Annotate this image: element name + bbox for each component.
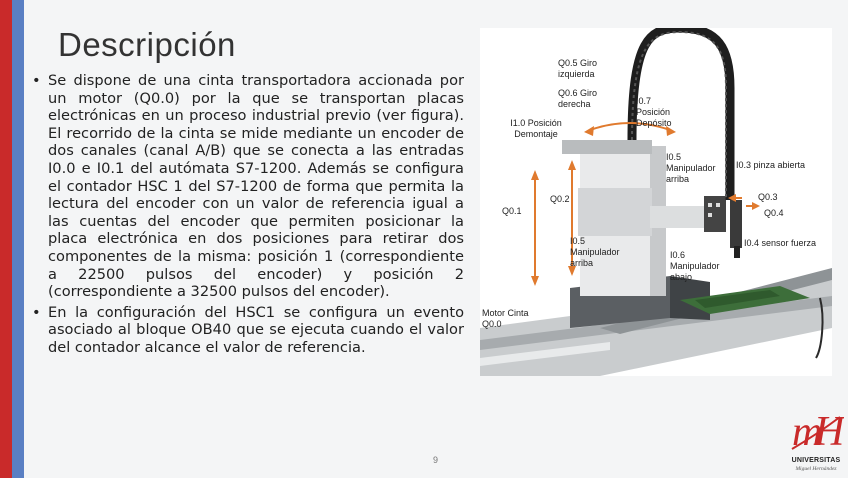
- umh-logo-icon: [788, 405, 844, 455]
- svg-text:m: m: [792, 409, 823, 455]
- label-i04-sensor-fuerza: I0.4 sensor fuerza: [744, 238, 817, 248]
- bullet-paragraph-1: • Se dispone de una cinta transportadora accionada por un motor (Q0.0) por la que se transportan placas electrónicas en un proceso industrial previo (ver figura). El recorrido de la cinta se mide mediante un encoder de dos canales (canal A/B) que se conecta a las entradas I0.0 e I0.1 del autómata S7-1200. Además se configura el contador HSC 1 del S7-1200 de forma que permita la lectura del encoder con un valor de referencia igual a las cuentas del encoder que permiten posicionar la placa electrónica en dos posiciones para retirar dos componentes de la misma: posición 1 (correspondiente a 22500 pulsos del encoder) y posición 2 (correspondiente a 32500 pulsos del encoder).: [32, 72, 464, 301]
- label-q04: Q0.4: [764, 208, 784, 218]
- university-logo: [788, 405, 844, 475]
- bullet-paragraph-2: • En la configuración del HSC1 se configura un evento asociado al bloque OB40 que se ejecuta cuando el valor del contador alcance el valor de referencia.: [32, 304, 464, 357]
- slide-title: Descripción: [58, 26, 236, 63]
- left-accent-bar-red: [0, 0, 12, 478]
- left-accent-bar-blue: [12, 0, 24, 478]
- logo-name: UNIVERSITAS: [791, 457, 841, 464]
- label-q03: Q0.3: [758, 192, 778, 202]
- label-q06-giro-derecha: Q0.6 Giro derecha: [558, 88, 598, 109]
- label-q01: Q0.1: [502, 206, 522, 216]
- label-i05-manipulador-arriba-top: I0.5 Manipulador arriba: [666, 152, 716, 184]
- label-motor-cinta: Motor Cinta Q0.0: [482, 308, 529, 329]
- label-i05-manipulador-arriba-bottom: I0.5 Manipulador arriba: [570, 236, 620, 268]
- label-i06-manipulador-abajo: I0.6 Manipulador abajo: [670, 250, 720, 282]
- label-i10-posicion-demontaje: I1.0 Posición Demontaje: [510, 118, 562, 139]
- svg-text:H: H: [814, 409, 844, 455]
- label-i07-posicion-deposito: I0.7 Posición Depósito: [636, 96, 672, 128]
- machine-figure: [480, 28, 832, 376]
- slide-body: [32, 72, 464, 357]
- label-i03-pinza-abierta: I0.3 pinza abierta: [736, 160, 806, 170]
- label-q02: Q0.2: [550, 194, 570, 204]
- page-number: 9: [433, 455, 439, 465]
- logo-subtitle: Miguel Hernández: [795, 466, 837, 472]
- label-q05-giro-izquierda: Q0.5 Giro izquierda: [558, 58, 598, 79]
